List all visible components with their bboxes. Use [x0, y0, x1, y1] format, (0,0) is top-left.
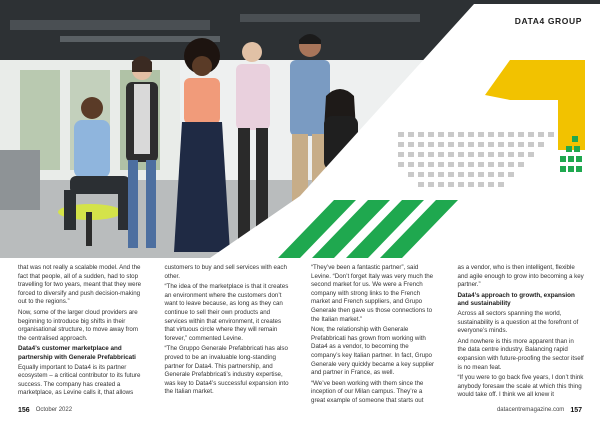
section-label: DATA4 GROUP	[514, 16, 582, 26]
paragraph: “The idea of the marketplace is that it creates an environment where the customers don’t want to leave because, as long as they can continue to sell their own products and services within that environment, it creates that virtuous circle where they will remain forever,” commented Levine.	[164, 283, 289, 342]
article-column-1	[18, 264, 145, 398]
article-column-2	[165, 264, 292, 398]
paragraph: “We’ve been working with them since the inception of our Milan campus. They’re a great example of someone that starts out	[311, 379, 424, 404]
website-link[interactable]: datacentremagazine.com	[496, 407, 565, 413]
paragraph: Equally important to Data4 is its partner ecosystem – a critical contributor to its future success. The company has created a marketplace, as Levine calls it, that allows	[18, 363, 141, 397]
paragraph: that was not really a scalable model. And the fact that people, all of a sudden, had to stop travelling for two years, meant that they were forced to diversify and push decision-making out to the regions.”	[18, 264, 142, 306]
paragraph: “The Gruppo Generale Prefabbricati has also proved to be an invaluable long-standing partner for Data4. This partnership, and Generale Prefabbricati’s industry expertise, was key to Data4’s successful expansion into the Italian market.	[164, 345, 289, 396]
paragraph: as a vendor, who is then intelligent, flexible and agile enough to grow into becoming a key partner.”	[457, 264, 584, 289]
footer-right	[497, 407, 582, 414]
paragraph: “If you were to go back five years, I don’t think anybody foresaw the scale at which this thing would take off. I think we all knew it	[457, 374, 584, 399]
paragraph: customers to buy and sell services with each other.	[164, 264, 287, 280]
subheading: Data4’s approach to growth, expansion and sustainability	[457, 291, 575, 308]
paragraph: Now, some of the larger cloud providers are beginning to introduce big shifts in their organisational structure, to move away from the centralised approach.	[18, 308, 139, 342]
subheading: Data4’s customer marketplace and partnership with Generale Prefabbricati	[18, 345, 136, 361]
article-column-3	[311, 264, 438, 404]
right-page-number: 157	[570, 406, 582, 414]
issue-date: October 2022	[35, 407, 73, 413]
article-columns	[18, 264, 584, 404]
left-page-number: 156	[18, 406, 30, 414]
article-column-4	[458, 264, 585, 398]
paragraph: “They’ve been a fantastic partner”, said Levine. “Don’t forget Italy was very much the second market for us. We were a French company with strong links to the French market and French suppliers, and Grupo Generale then gave us those connections to the Italian market.”	[311, 264, 434, 323]
paragraph: Now, the relationship with Generale Prefabbricati has grown from working with Data4 as a vendor, to becoming the company’s key Italian partner. In fact, Grupo Generale very quickly became a key supplier and partner in France, as well.	[311, 326, 435, 377]
page-footer	[18, 404, 582, 416]
paragraph: Across all sectors spanning the world, sustainability is a question at the forefront of everyone’s minds.	[457, 309, 579, 335]
footer-left	[18, 407, 72, 414]
paragraph: And nowhere is this more apparent than in the data centre industry. Balancing rapid expansion with future-proofing the sector itself is no mean feat.	[457, 337, 584, 371]
